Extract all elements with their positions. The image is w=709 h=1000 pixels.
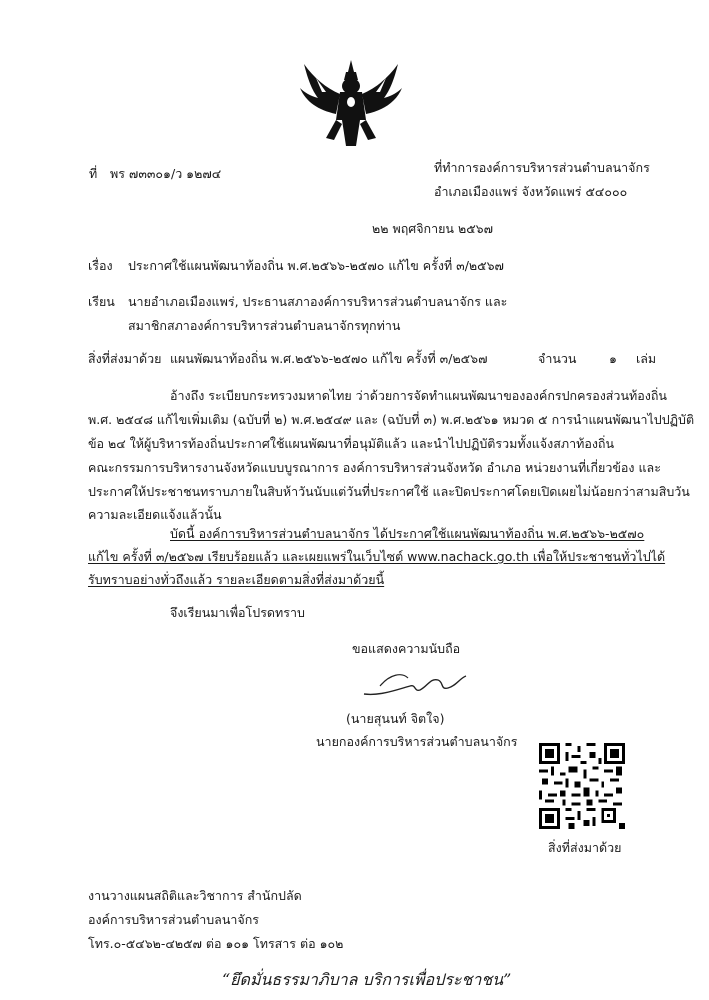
- enclosure-label: สิ่งที่ส่งมาด้วย: [88, 351, 162, 366]
- body-para1-line: พ.ศ. ๒๕๔๘ แก้ไขเพิ่มเติม (ฉบับที่ ๒) พ.ศ.๒๕๔๙ และ (ฉบับที่ ๓) พ.ศ.๒๕๖๑ หมวด ๕ การนำแผนพัฒนาไปปฏิบัติ: [88, 412, 695, 427]
- signer-name: (นายสุนนท์ จิตใจ): [346, 711, 445, 726]
- body-para2-line: แก้ไข ครั้งที่ ๓/๒๕๖๗ เรียบร้อยแล้ว และเผยแพร่ในเว็บไซต์ www.nachack.go.th เพื่อให้ประชาชนทั่วไปได้: [88, 549, 666, 564]
- footer-organization: องค์การบริหารส่วนตำบลนาจักร: [88, 912, 259, 927]
- body-para1-line: คณะกรรมการบริหารงานจังหวัดแบบบูรณาการ องค์การบริหารส่วนจังหวัด อำเภอ หน่วยงานที่เกี่ยวข้อง และ: [88, 460, 661, 475]
- body-para1-line: ประกาศให้ประชาชนทราบภายในสิบห้าวันนับแต่วันที่ประกาศใช้ และปิดประกาศโดยเปิดเผยไม่น้อยกว่าสามสิบวัน: [88, 484, 690, 499]
- recipient-line1: นายอำเภอเมืองแพร่, ประธานสภาองค์การบริหารส่วนตำบลนาจักร และ: [128, 294, 508, 309]
- qr-caption: สิ่งที่ส่งมาด้วย: [548, 840, 622, 855]
- signer-position: นายกองค์การบริหารส่วนตำบลนาจักร: [316, 734, 518, 749]
- enclosure-qty-label: จำนวน: [538, 351, 577, 366]
- subject-label: เรื่อง: [88, 258, 113, 273]
- footer-department: งานวางแผนสถิติและวิชาการ สำนักปลัด: [88, 888, 302, 903]
- office-address-line1: ที่ทำการองค์การบริหารส่วนตำบลนาจักร: [434, 160, 650, 175]
- recipient-line2: สมาชิกสภาองค์การบริหารส่วนตำบลนาจักรทุกท่าน: [128, 318, 401, 333]
- enclosure-qty-unit: เล่ม: [636, 351, 657, 366]
- closing-request: จึงเรียนมาเพื่อโปรดทราบ: [170, 605, 305, 620]
- body-para2-line: รับทราบอย่างทั่วถึงแล้ว รายละเอียดตามสิ่งที่ส่งมาด้วยนี้: [88, 572, 385, 587]
- letter-date: ๒๒ พฤศจิกายน ๒๕๖๗: [372, 221, 493, 236]
- body-para2-line: บัดนี้ องค์การบริหารส่วนตำบลนาจักร ได้ประกาศใช้แผนพัฒนาท้องถิ่น พ.ศ.๒๕๖๖-๒๕๗๐: [170, 526, 645, 541]
- handwritten-signature-icon: [360, 666, 470, 702]
- reference-number: พร ๗๓๓๐๑/ว ๑๒๗๔: [110, 166, 222, 181]
- body-para1-line: ความละเอียดแจ้งแล้วนั้น: [88, 507, 222, 522]
- office-address-line2: อำเภอเมืองแพร่ จังหวัดแพร่ ๕๔๐๐๐: [434, 184, 628, 199]
- body-para1-line: อ้างถึง ระเบียบกระทรวงมหาดไทย ว่าด้วยการจัดทำแผนพัฒนาขององค์กรปกครองส่วนท้องถิ่น: [170, 388, 667, 403]
- reference-label: ที่: [89, 166, 98, 181]
- footer-slogan: “ยึดมั่นธรรมาภิบาล บริการเพื่อประชาชน”: [222, 970, 512, 989]
- garuda-emblem-icon: [296, 58, 406, 153]
- footer-phone: โทร.๐-๕๔๖๒-๔๒๕๗ ต่อ ๑๐๑ โทรสาร ต่อ ๑๐๒: [88, 936, 344, 951]
- subject-text: ประกาศใช้แผนพัฒนาท้องถิ่น พ.ศ.๒๕๖๖-๒๕๗๐ แก้ไข ครั้งที่ ๓/๒๕๖๗: [128, 258, 504, 273]
- body-para1-line: ข้อ ๒๔ ให้ผู้บริหารท้องถิ่นประกาศใช้แผนพัฒนาที่อนุมัติแล้ว และนำไปปฏิบัติรวมทั้งแจ้งสภาท้องถิ่น: [88, 436, 615, 451]
- closing-salutation: ขอแสดงความนับถือ: [352, 641, 461, 656]
- recipient-label: เรียน: [88, 294, 115, 309]
- enclosure-text: แผนพัฒนาท้องถิ่น พ.ศ.๒๕๖๖-๒๕๗๐ แก้ไข ครั้งที่ ๓/๒๕๖๗: [170, 351, 488, 366]
- enclosure-qty-value: ๑: [609, 351, 617, 366]
- qr-code-icon: [539, 743, 625, 829]
